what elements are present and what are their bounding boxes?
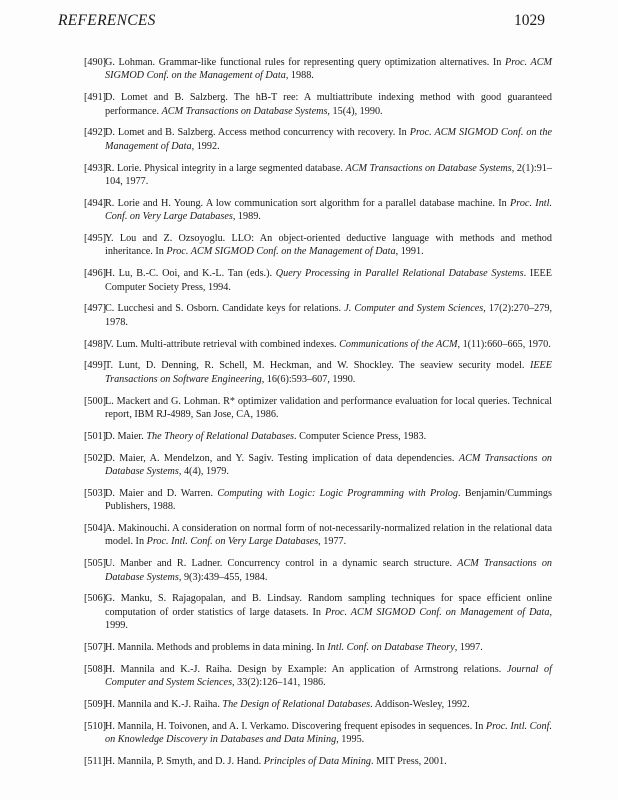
reference-text-part: , 16(6):593–607, 1990. (261, 373, 356, 385)
reference-text (105, 360, 552, 384)
reference-title-italic: ACM Transactions on Database Systems (105, 558, 553, 583)
reference-item (84, 755, 552, 768)
reference-text (105, 233, 552, 257)
reference-title-italic: J. Computer and System Sciences (344, 303, 484, 315)
reference-number: [502] (84, 452, 107, 464)
reference-title-italic: Journal of Computer and System Sciences (105, 663, 552, 689)
reference-item (84, 487, 552, 514)
reference-text-part: T. Lunt, D. Denning, R. Schell, M. Heckman, and W. Shockley. The seaview security model. (105, 360, 530, 372)
reference-text-part: , 1997. (454, 642, 483, 654)
reference-text-part: , 2(1):91–104, 1977. (105, 162, 552, 188)
reference-number: [494] (84, 197, 107, 209)
reference-title-italic: Proc. Intl. Conf. on Knowledge Discovery in Databases and Data Mining (105, 720, 552, 746)
reference-text-part: U. Manber and R. Ladner. Concurrency control in a dynamic search structure. (105, 558, 458, 570)
reference-item (84, 698, 552, 711)
reference-number: [496] (84, 268, 107, 280)
reference-item (84, 663, 552, 690)
reference-text-part: D. Maier and D. Warren. (105, 487, 218, 499)
reference-text (105, 92, 552, 116)
reference-text-part: Y. Lou and Z. Ozsoyoglu. LLO: An object-oriented deductive language with methods and method inheritance. In (105, 233, 552, 258)
reference-item (84, 641, 552, 654)
reference-text-part: H. Mannila. Methods and problems in data mining. In (105, 642, 328, 654)
reference-text-part: D. Lomet and B. Salzberg. The hB-T ree: A multiattribute indexing method with good guaranteed performance. (105, 92, 552, 117)
reference-text-part: H. Lu, B.-C. Ooi, and K.-L. Tan (eds.). (105, 268, 276, 280)
reference-item (84, 430, 552, 443)
reference-text-part: , 1992. (191, 140, 220, 152)
reference-number: [497] (84, 303, 107, 315)
reference-title-italic: The Design of Relational Databases (222, 699, 371, 711)
reference-text-part: . Benjamin/Cummings Publishers, 1988. (105, 487, 552, 513)
reference-item (84, 267, 552, 294)
reference-number: [501] (84, 430, 107, 442)
reference-number: [507] (84, 642, 107, 654)
reference-text-part: , 9(3):439–455, 1984. (178, 571, 268, 583)
reference-number: [495] (84, 233, 107, 245)
reference-text-part: , 1999. (105, 606, 552, 632)
reference-title-italic: Intl. Conf. on Database Theory (327, 642, 455, 654)
reference-text-part: , 33(2):126–141, 1986. (232, 677, 326, 689)
reference-title-italic: ACM Transactions on Database Systems (161, 105, 328, 117)
reference-title-italic: Proc. Intl. Conf. on Very Large Databases (105, 197, 552, 223)
reference-title-italic: ACM Transactions on Database Systems (105, 452, 553, 478)
reference-title-italic: Proc. ACM SIGMOD Conf. on the Management of Data (105, 57, 552, 82)
reference-text-part: , 1991. (395, 246, 424, 258)
reference-item (84, 56, 552, 83)
reference-text (105, 699, 470, 710)
reference-number: [506] (84, 593, 107, 605)
reference-text (105, 664, 552, 688)
reference-number: [503] (84, 487, 107, 499)
reference-text-part: . Computer Science Press, 1983. (294, 430, 427, 442)
reference-item (84, 395, 552, 422)
reference-title-italic: IEEE Transactions on Software Engineering (105, 360, 552, 385)
reference-text-part: , 4(4), 1979. (178, 466, 229, 478)
reference-text-part: . IEEE Computer Society Press, 1994. (105, 268, 552, 293)
reference-text-part: , 1995. (336, 734, 365, 746)
reference-text-part: H. Mannila and K.-J. Raiha. Design by Example: An application of Armstrong relations. (105, 663, 507, 675)
reference-text-part: , 15(4), 1990. (327, 105, 383, 117)
reference-text (105, 268, 552, 292)
reference-text-part: G. Lohman. Grammar-like functional rules for representing query optimization alternatives. In (105, 57, 506, 68)
page-header (58, 12, 545, 36)
reference-text-part: A. Makinouchi. A consideration on normal form of not-necessarily-normalized relation in the relational data model. In (105, 523, 552, 548)
reference-number: [508] (84, 663, 107, 675)
reference-text (105, 721, 552, 745)
reference-text-part: . MIT Press, 2001. (371, 756, 447, 768)
reference-item (84, 232, 552, 259)
reference-item (84, 126, 552, 153)
reference-text (105, 593, 552, 631)
reference-text (105, 488, 552, 512)
reference-title-italic: Proc. ACM SIGMOD Conf. on the Management of Data (166, 246, 396, 258)
reference-text (105, 127, 552, 151)
reference-item (84, 197, 552, 224)
reference-text-part: , 1989. (232, 211, 261, 223)
reference-title-italic: Communications of the ACM (339, 338, 458, 350)
reference-text (105, 339, 551, 350)
reference-text-part: , 1977. (318, 536, 347, 548)
reference-number: [510] (84, 720, 107, 732)
reference-item (84, 359, 552, 386)
reference-number: [500] (84, 395, 107, 407)
reference-number: [491] (84, 92, 107, 104)
reference-item (84, 91, 552, 118)
reference-text (105, 453, 552, 477)
reference-text-part: H. Mannila, P. Smyth, and D. J. Hand. (105, 756, 264, 768)
reference-text-part: , 17(2):270–279, 1978. (105, 303, 552, 328)
reference-text-part: V. Lum. Multi-attribute retrieval with combined indexes. (105, 338, 340, 350)
reference-number: [511] (84, 756, 106, 768)
reference-text-part: H. Mannila, H. Toivonen, and A. I. Verkamo. Discovering frequent episodes in sequences. In (105, 720, 486, 732)
reference-text-part: G. Manku, S. Rajagopalan, and B. Lindsay. Random sampling techniques for space efficient online computation of order statistics of large datasets. In (105, 593, 552, 618)
reference-title-italic: Computing with Logic: Logic Programming with Prolog (217, 487, 458, 499)
page-number: 1029 (514, 12, 545, 29)
reference-text-part: D. Lomet and B. Salzberg. Access method concurrency with recovery. In (105, 127, 410, 139)
reference-number: [499] (84, 360, 107, 372)
reference-number: [509] (84, 699, 107, 711)
reference-text-part: R. Lorie. Physical integrity in a large segmented database. (105, 162, 346, 174)
reference-text (105, 57, 552, 81)
reference-number: [505] (84, 558, 107, 570)
reference-item (84, 720, 552, 747)
reference-text-part: , 1988. (285, 70, 314, 82)
running-head: REFERENCES (58, 12, 156, 29)
reference-text-part: H. Mannila and K.-J. Raiha. (105, 699, 223, 711)
reference-item (84, 522, 552, 549)
reference-text-part: , 1(11):660–665, 1970. (457, 338, 551, 350)
reference-text (105, 756, 447, 767)
reference-title-italic: Query Processing in Parallel Relational Database Systems (275, 268, 524, 280)
reference-text-part: D. Maier, A. Mendelzon, and Y. Sagiv. Testing implication of data dependencies. (105, 452, 459, 464)
reference-title-italic: Principles of Data Mining (263, 756, 372, 768)
reference-title-italic: Proc. Intl. Conf. on Very Large Databases (146, 536, 319, 548)
reference-text-part: C. Lucchesi and S. Osborn. Candidate keys for relations. (105, 303, 345, 315)
reference-number: [490] (84, 57, 107, 68)
reference-text-part: L. Mackert and G. Lohman. R* optimizer validation and performance evaluation for local queries. Technical report, IBM RJ-4989, San Jose, CA, 1986. (105, 395, 552, 421)
reference-item (84, 452, 552, 479)
reference-item (84, 557, 552, 584)
reference-text (105, 523, 552, 547)
reference-text (105, 198, 552, 222)
reference-text-part: . Addison-Wesley, 1992. (370, 699, 470, 711)
reference-text (105, 558, 552, 582)
reference-title-italic: Proc. ACM SIGMOD Conf. on Management of Data (325, 606, 550, 618)
reference-item (84, 162, 552, 189)
reference-number: [498] (84, 338, 107, 350)
reference-title-italic: ACM Transactions on Database Systems (345, 162, 512, 174)
reference-list (84, 56, 552, 777)
reference-text (105, 163, 552, 187)
reference-number: [504] (84, 523, 107, 535)
reference-text (105, 642, 483, 653)
reference-text (105, 303, 552, 327)
reference-item (84, 592, 552, 632)
reference-item (84, 338, 552, 351)
reference-text (105, 431, 426, 442)
reference-text-part: D. Maier. (105, 430, 147, 442)
reference-text (105, 396, 552, 420)
reference-number: [493] (84, 162, 107, 174)
reference-item (84, 302, 552, 329)
reference-title-italic: Proc. ACM SIGMOD Conf. on the Management of Data (105, 127, 552, 152)
reference-title-italic: The Theory of Relational Databases (146, 430, 295, 442)
reference-text-part: R. Lorie and H. Young. A low communication sort algorithm for a parallel database machine. In (105, 197, 511, 209)
reference-number: [492] (84, 127, 107, 139)
